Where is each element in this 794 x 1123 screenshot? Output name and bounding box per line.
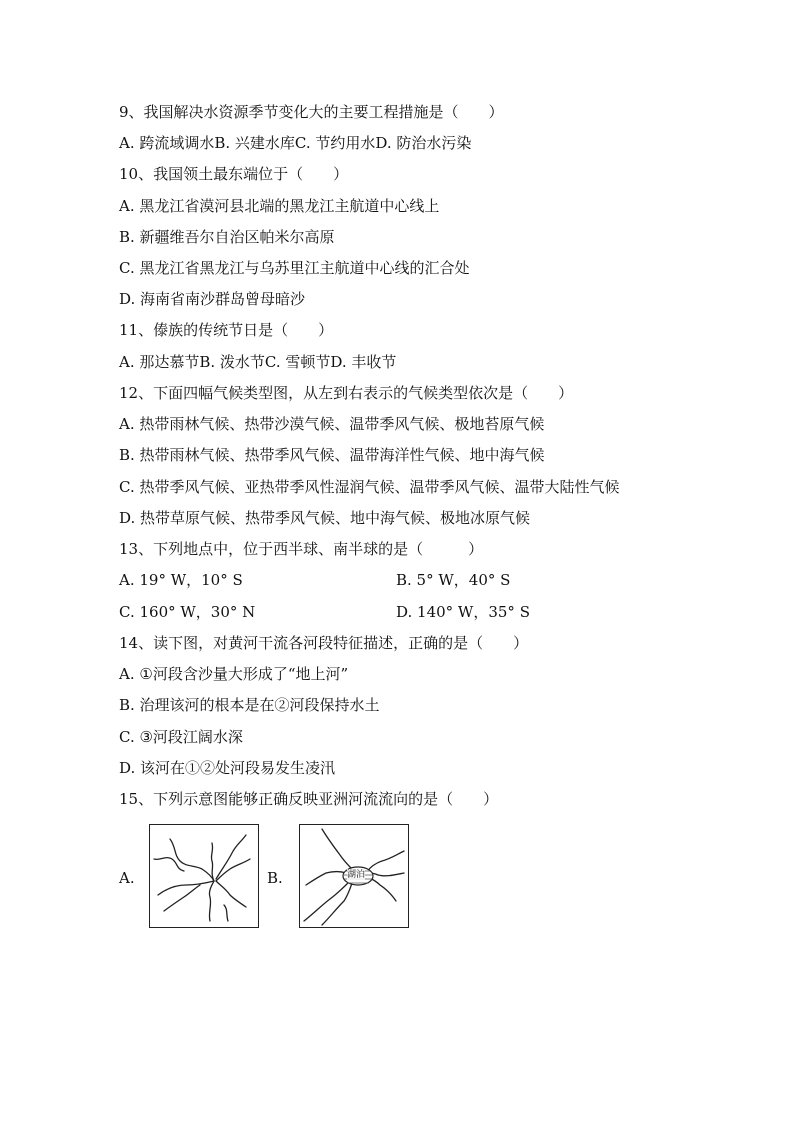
question-10-stem: 10、我国领土最东端位于（ ） <box>119 165 349 183</box>
question-14-option-d: D. 该河在①②处河段易发生凌汛 <box>119 759 336 777</box>
question-14-stem: 14、读下图，对黄河干流各河段特征描述，正确的是（ ） <box>119 634 529 652</box>
question-10-option-d: D. 海南省南沙群岛曾母暗沙 <box>119 290 306 308</box>
question-12-option-c: C. 热带季风气候、亚热带季风性湿润气候、温带季风气候、温带大陆性气候 <box>119 478 620 496</box>
question-9-stem: 9、我国解决水资源季节变化大的主要工程措施是（ ） <box>119 103 504 121</box>
map-a-label: A. <box>119 869 135 887</box>
question-12-option-d: D. 热带草原气候、热带季风气候、地中海气候、极地冰原气候 <box>119 509 531 527</box>
map-a-rivers-image <box>149 824 259 928</box>
map-b-lake-image <box>299 824 409 928</box>
question-15-stem: 15、下列示意图能够正确反映亚洲河流流向的是（ ） <box>119 790 499 808</box>
question-13-stem: 13、下列地点中，位于西半球、南半球的是（ ） <box>119 540 484 558</box>
question-11-options: A. 那达慕节B. 泼水节C. 雪顿节D. 丰收节 <box>119 353 397 371</box>
question-13-option-a: A. 19° W，10° S <box>119 571 243 589</box>
question-13-option-d: D. 140° W，35° S <box>396 603 530 621</box>
question-13-option-b: B. 5° W，40° S <box>396 571 511 589</box>
question-10-option-b: B. 新疆维吾尔自治区帕米尔高原 <box>119 228 335 246</box>
question-12-option-a: A. 热带雨林气候、热带沙漠气候、温带季风气候、极地苔原气候 <box>119 415 545 433</box>
question-14-option-c: C. ③河段江阔水深 <box>119 728 243 746</box>
map-a-river-lines <box>150 825 260 929</box>
question-9-options: A. 跨流域调水B. 兴建水库C. 节约用水D. 防治水污染 <box>119 134 472 152</box>
question-15-maps <box>119 824 419 930</box>
question-11-stem: 11、傣族的传统节日是（ ） <box>119 321 334 339</box>
lake-label: 湖泊 <box>347 870 366 880</box>
question-14-option-a: A. ①河段含沙量大形成了“地上河” <box>119 665 349 683</box>
map-b-label: B. <box>267 869 283 887</box>
question-12-stem: 12、下面四幅气候类型图，从左到右表示的气候类型依次是（ ） <box>119 384 574 402</box>
question-14-option-b: B. 治理该河的根本是在②河段保持水土 <box>119 696 380 714</box>
question-10-option-c: C. 黑龙江省黑龙江与乌苏里江主航道中心线的汇合处 <box>119 259 470 277</box>
question-10-option-a: A. 黑龙江省漠河县北端的黑龙江主航道中心线上 <box>119 197 440 215</box>
question-12-option-b: B. 热带雨林气候、热带季风气候、温带海洋性气候、地中海气候 <box>119 446 545 464</box>
question-13-option-c: C. 160° W，30° N <box>119 603 256 621</box>
